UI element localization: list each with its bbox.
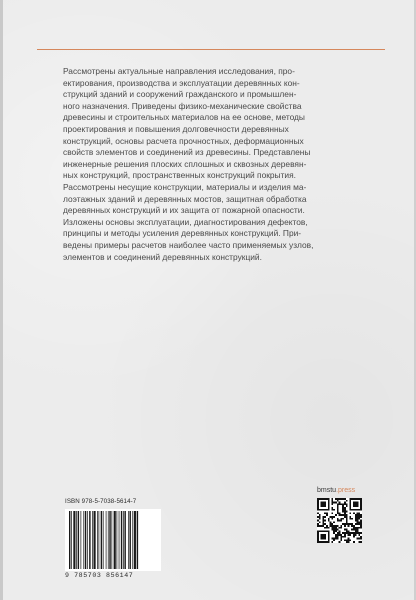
annotation-line: ектирования, производства и эксплуатации деревянных кон- xyxy=(63,77,300,88)
annotation-line: Изложены основы эксплуатации, диагностирования дефектов, xyxy=(63,216,308,227)
annotation-line: ведены примеры расчетов наиболее часто применяемых узлов, xyxy=(63,239,314,250)
annotation-line: Рассмотрены несущие конструкции, материалы и изделия ма- xyxy=(63,181,307,192)
publisher-website xyxy=(317,487,363,494)
annotation-line: струкций зданий и сооружений гражданского и промышлен- xyxy=(63,89,297,100)
qr-code-icon xyxy=(317,498,362,543)
annotation-line: древесины и строительных материалов на ее основе, методы xyxy=(63,112,305,123)
annotation-line: принципы и методы усиления деревянных конструкций. При- xyxy=(63,228,302,239)
publisher-website-main: bmstu xyxy=(317,487,337,494)
annotation-line: деревянных конструкций и их защита от пожарной опасности. xyxy=(63,205,305,216)
annotation-line: свойств элементов и соединений из древесины. Представлены xyxy=(63,147,311,158)
isbn-label: ISBN 978-5-7038-5614-7 xyxy=(65,498,137,505)
publisher-block xyxy=(317,487,363,543)
publisher-website-suffix: .press xyxy=(336,487,356,494)
isbn-block xyxy=(65,498,165,579)
isbn-barcode xyxy=(65,509,161,571)
barcode-digits: 9 785703 856147 xyxy=(65,572,134,579)
annotation-line: элементов и соединений деревянных конструкций. xyxy=(63,251,262,262)
annotation-line: проектирования и повышения долговечности деревянных xyxy=(63,123,289,134)
book-annotation xyxy=(63,66,369,263)
annotation-line: инженерные решения плоских сплошных и сквозных деревян- xyxy=(63,158,307,169)
annotation-line: лоэтажных зданий и деревянных мостов, защитная обработка xyxy=(63,193,307,204)
annotation-line: конструкций, основы расчета прочностных, деформационных xyxy=(63,135,304,146)
annotation-line: ного назначения. Приведены физико-механические свойства xyxy=(63,100,302,111)
annotation-line: ных конструкций, пространственных конструкций покрытия. xyxy=(63,170,296,181)
top-accent-rule xyxy=(37,49,385,50)
annotation-line: Рассмотрены актуальные направления исследования, про- xyxy=(63,66,295,76)
